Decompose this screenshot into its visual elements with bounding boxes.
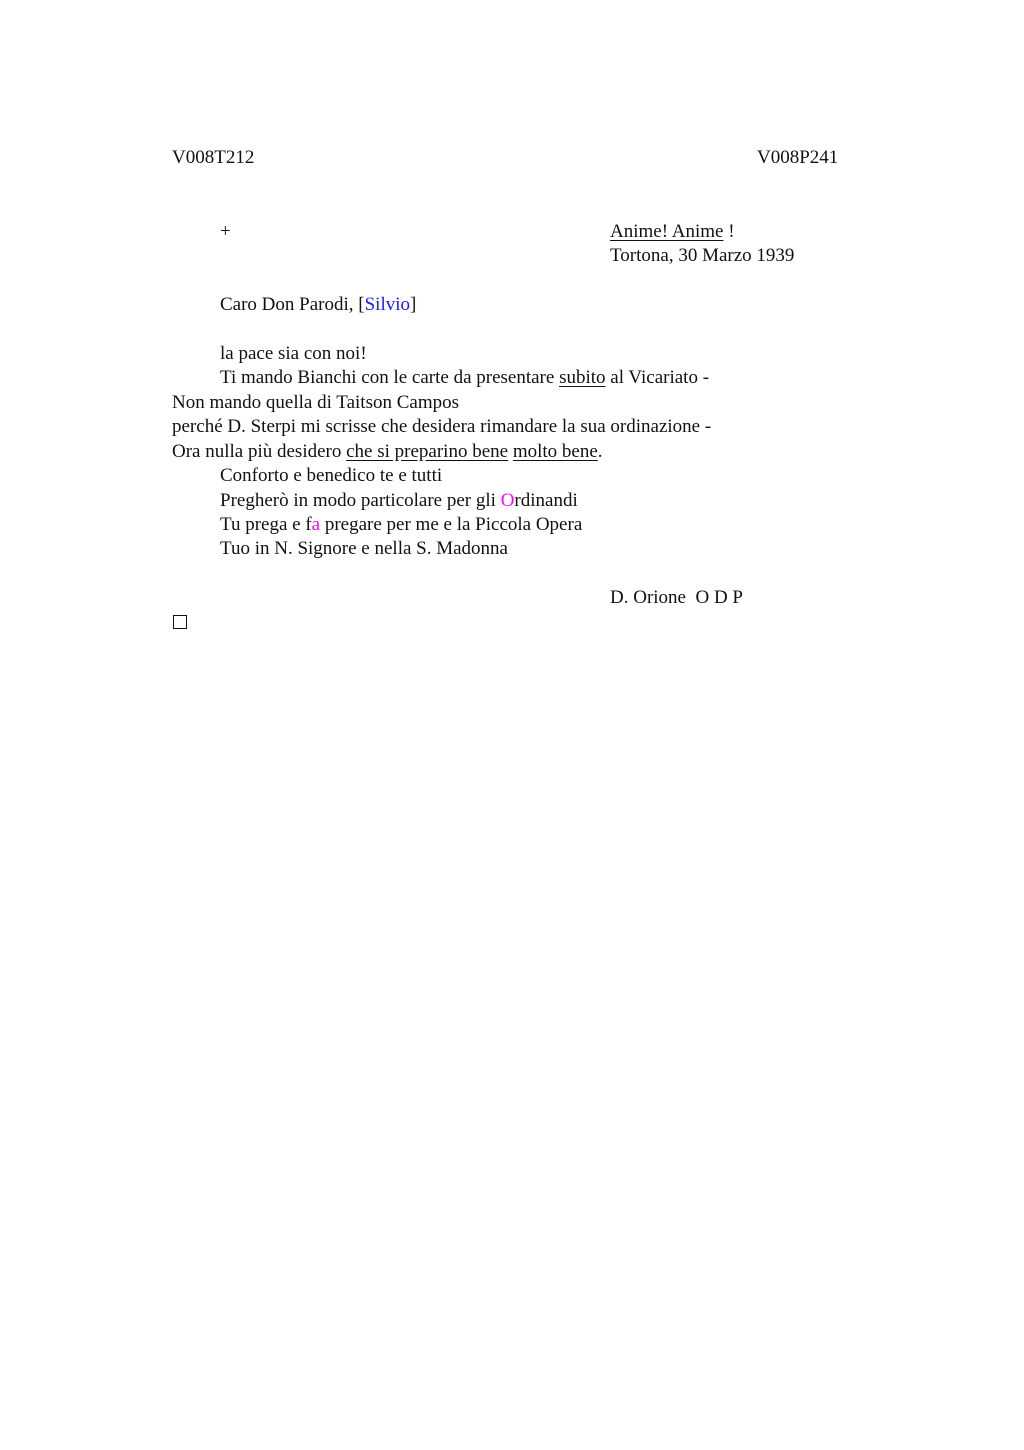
body-line-1: la pace sia con noi! — [220, 343, 367, 364]
line5-end: . — [597, 441, 603, 462]
body-line-2 — [220, 366, 709, 390]
end-marker-square-icon — [173, 615, 187, 629]
cross-symbol: + — [220, 221, 231, 242]
salutation-bracket: ] — [410, 294, 417, 315]
line5-underlined-2: molto bene — [512, 441, 598, 462]
motto-exclamation: ! — [723, 221, 735, 242]
body-line-6: Conforto e benedico te e tutti — [220, 465, 443, 486]
document-code-right: V008P241 — [757, 147, 839, 168]
line8-correction: a — [311, 514, 321, 535]
line7-end: rdinandi — [514, 490, 578, 511]
motto-underlined: Anime! Anime — [610, 221, 724, 242]
line2-end: al Vicariato - — [605, 367, 710, 388]
line2-text: Ti mando Bianchi con le carte da presentare — [220, 367, 560, 388]
salutation — [220, 293, 416, 317]
document-code-left: V008T212 — [172, 147, 255, 168]
signature: D. Orione O D P — [610, 587, 743, 608]
line5-text: Ora nulla più desidero — [172, 441, 347, 462]
motto — [610, 220, 735, 244]
body-line-8 — [220, 513, 582, 537]
line5-underlined-1: che si preparino bene — [346, 441, 509, 462]
line2-underlined: subito — [559, 367, 606, 388]
body-line-9: Tuo in N. Signore e nella S. Madonna — [220, 538, 508, 559]
body-line-3: Non mando quella di Taitson Campos — [172, 392, 459, 413]
line8-end: pregare per me e la Piccola Opera — [320, 514, 583, 535]
line7-text: Pregherò in modo particolare per gli — [220, 490, 501, 511]
body-line-4: perché D. Sterpi mi scrisse che desidera rimandare la sua ordinazione - — [172, 416, 712, 437]
salutation-text: Caro Don Parodi, [ — [220, 294, 365, 315]
body-line-7 — [220, 489, 578, 513]
line7-correction: O — [500, 490, 515, 511]
salutation-name: Silvio — [364, 294, 410, 315]
line8-text: Tu prega e f — [220, 514, 312, 535]
place-date: Tortona, 30 Marzo 1939 — [610, 245, 795, 266]
body-line-5 — [172, 440, 603, 464]
